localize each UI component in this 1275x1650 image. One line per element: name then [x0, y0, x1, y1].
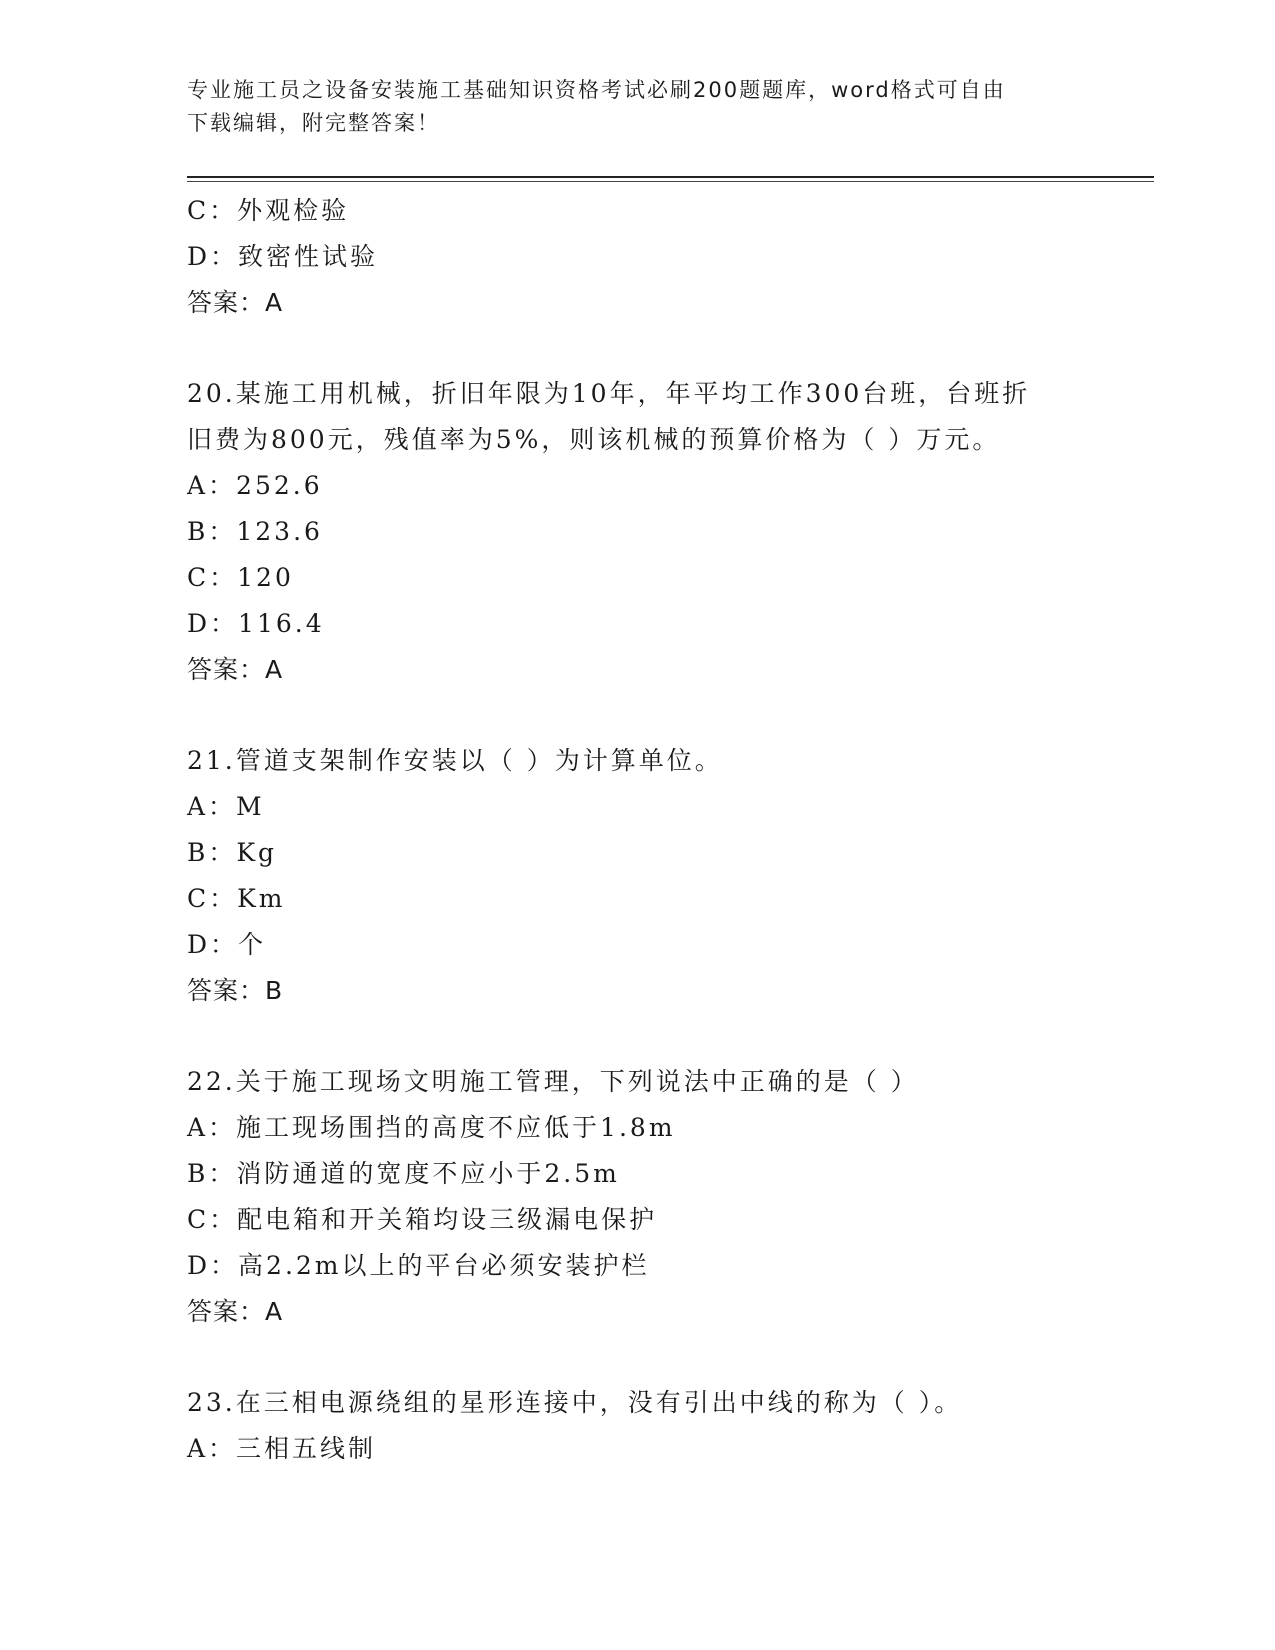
option-b: B：消防通道的宽度不应小于2.5m	[187, 1159, 620, 1188]
option-a: A：三相五线制	[187, 1434, 377, 1463]
option-c: C：配电箱和开关箱均设三级漏电保护	[187, 1205, 658, 1234]
question-21	[187, 738, 1147, 1014]
option-c: C：外观检验	[187, 196, 350, 225]
option-c: C：120	[187, 563, 294, 592]
answer: 答案：B	[187, 976, 284, 1005]
spacer	[187, 326, 1147, 371]
spacer	[187, 1014, 1147, 1059]
question-list	[187, 188, 1147, 1472]
question-22	[187, 1059, 1147, 1335]
question-23	[187, 1380, 1147, 1472]
question-stem-continued: 旧费为800元，残值率为5%，则该机械的预算价格为（ ）万元。	[187, 425, 1001, 454]
option-a: A：施工现场围挡的高度不应低于1.8m	[187, 1113, 676, 1142]
option-d: D：116.4	[187, 609, 325, 638]
question-stem: 21.管道支架制作安装以（ ）为计算单位。	[187, 746, 723, 775]
option-a: A：M	[187, 792, 265, 821]
document-header	[187, 74, 1087, 140]
answer: 答案：A	[187, 655, 284, 684]
question-stem: 20.某施工用机械，折旧年限为10年，年平均工作300台班，台班折	[187, 379, 1031, 408]
question-stem: 22.关于施工现场文明施工管理，下列说法中正确的是（ ）	[187, 1067, 919, 1096]
spacer	[187, 693, 1147, 738]
spacer	[187, 1335, 1147, 1380]
option-a: A：252.6	[187, 471, 323, 500]
option-d: D：致密性试验	[187, 242, 379, 271]
option-d: D：高2.2m以上的平台必须安装护栏	[187, 1251, 650, 1280]
option-c: C：Km	[187, 884, 286, 913]
header-rule-thin	[187, 181, 1154, 182]
header-line-1: 专业施工员之设备安装施工基础知识资格考试必刷200题题库，word格式可自由	[187, 78, 1006, 102]
answer: 答案：A	[187, 1297, 284, 1326]
question-stem: 23.在三相电源绕组的星形连接中，没有引出中线的称为（ ）。	[187, 1388, 963, 1417]
option-b: B：Kg	[187, 838, 278, 867]
option-d: D：个	[187, 930, 267, 959]
header-rule-thick	[187, 176, 1154, 178]
question-19-tail	[187, 188, 1147, 326]
option-b: B：123.6	[187, 517, 323, 546]
header-line-2: 下载编辑，附完整答案！	[187, 111, 440, 135]
answer: 答案：A	[187, 288, 284, 317]
question-20	[187, 371, 1147, 693]
